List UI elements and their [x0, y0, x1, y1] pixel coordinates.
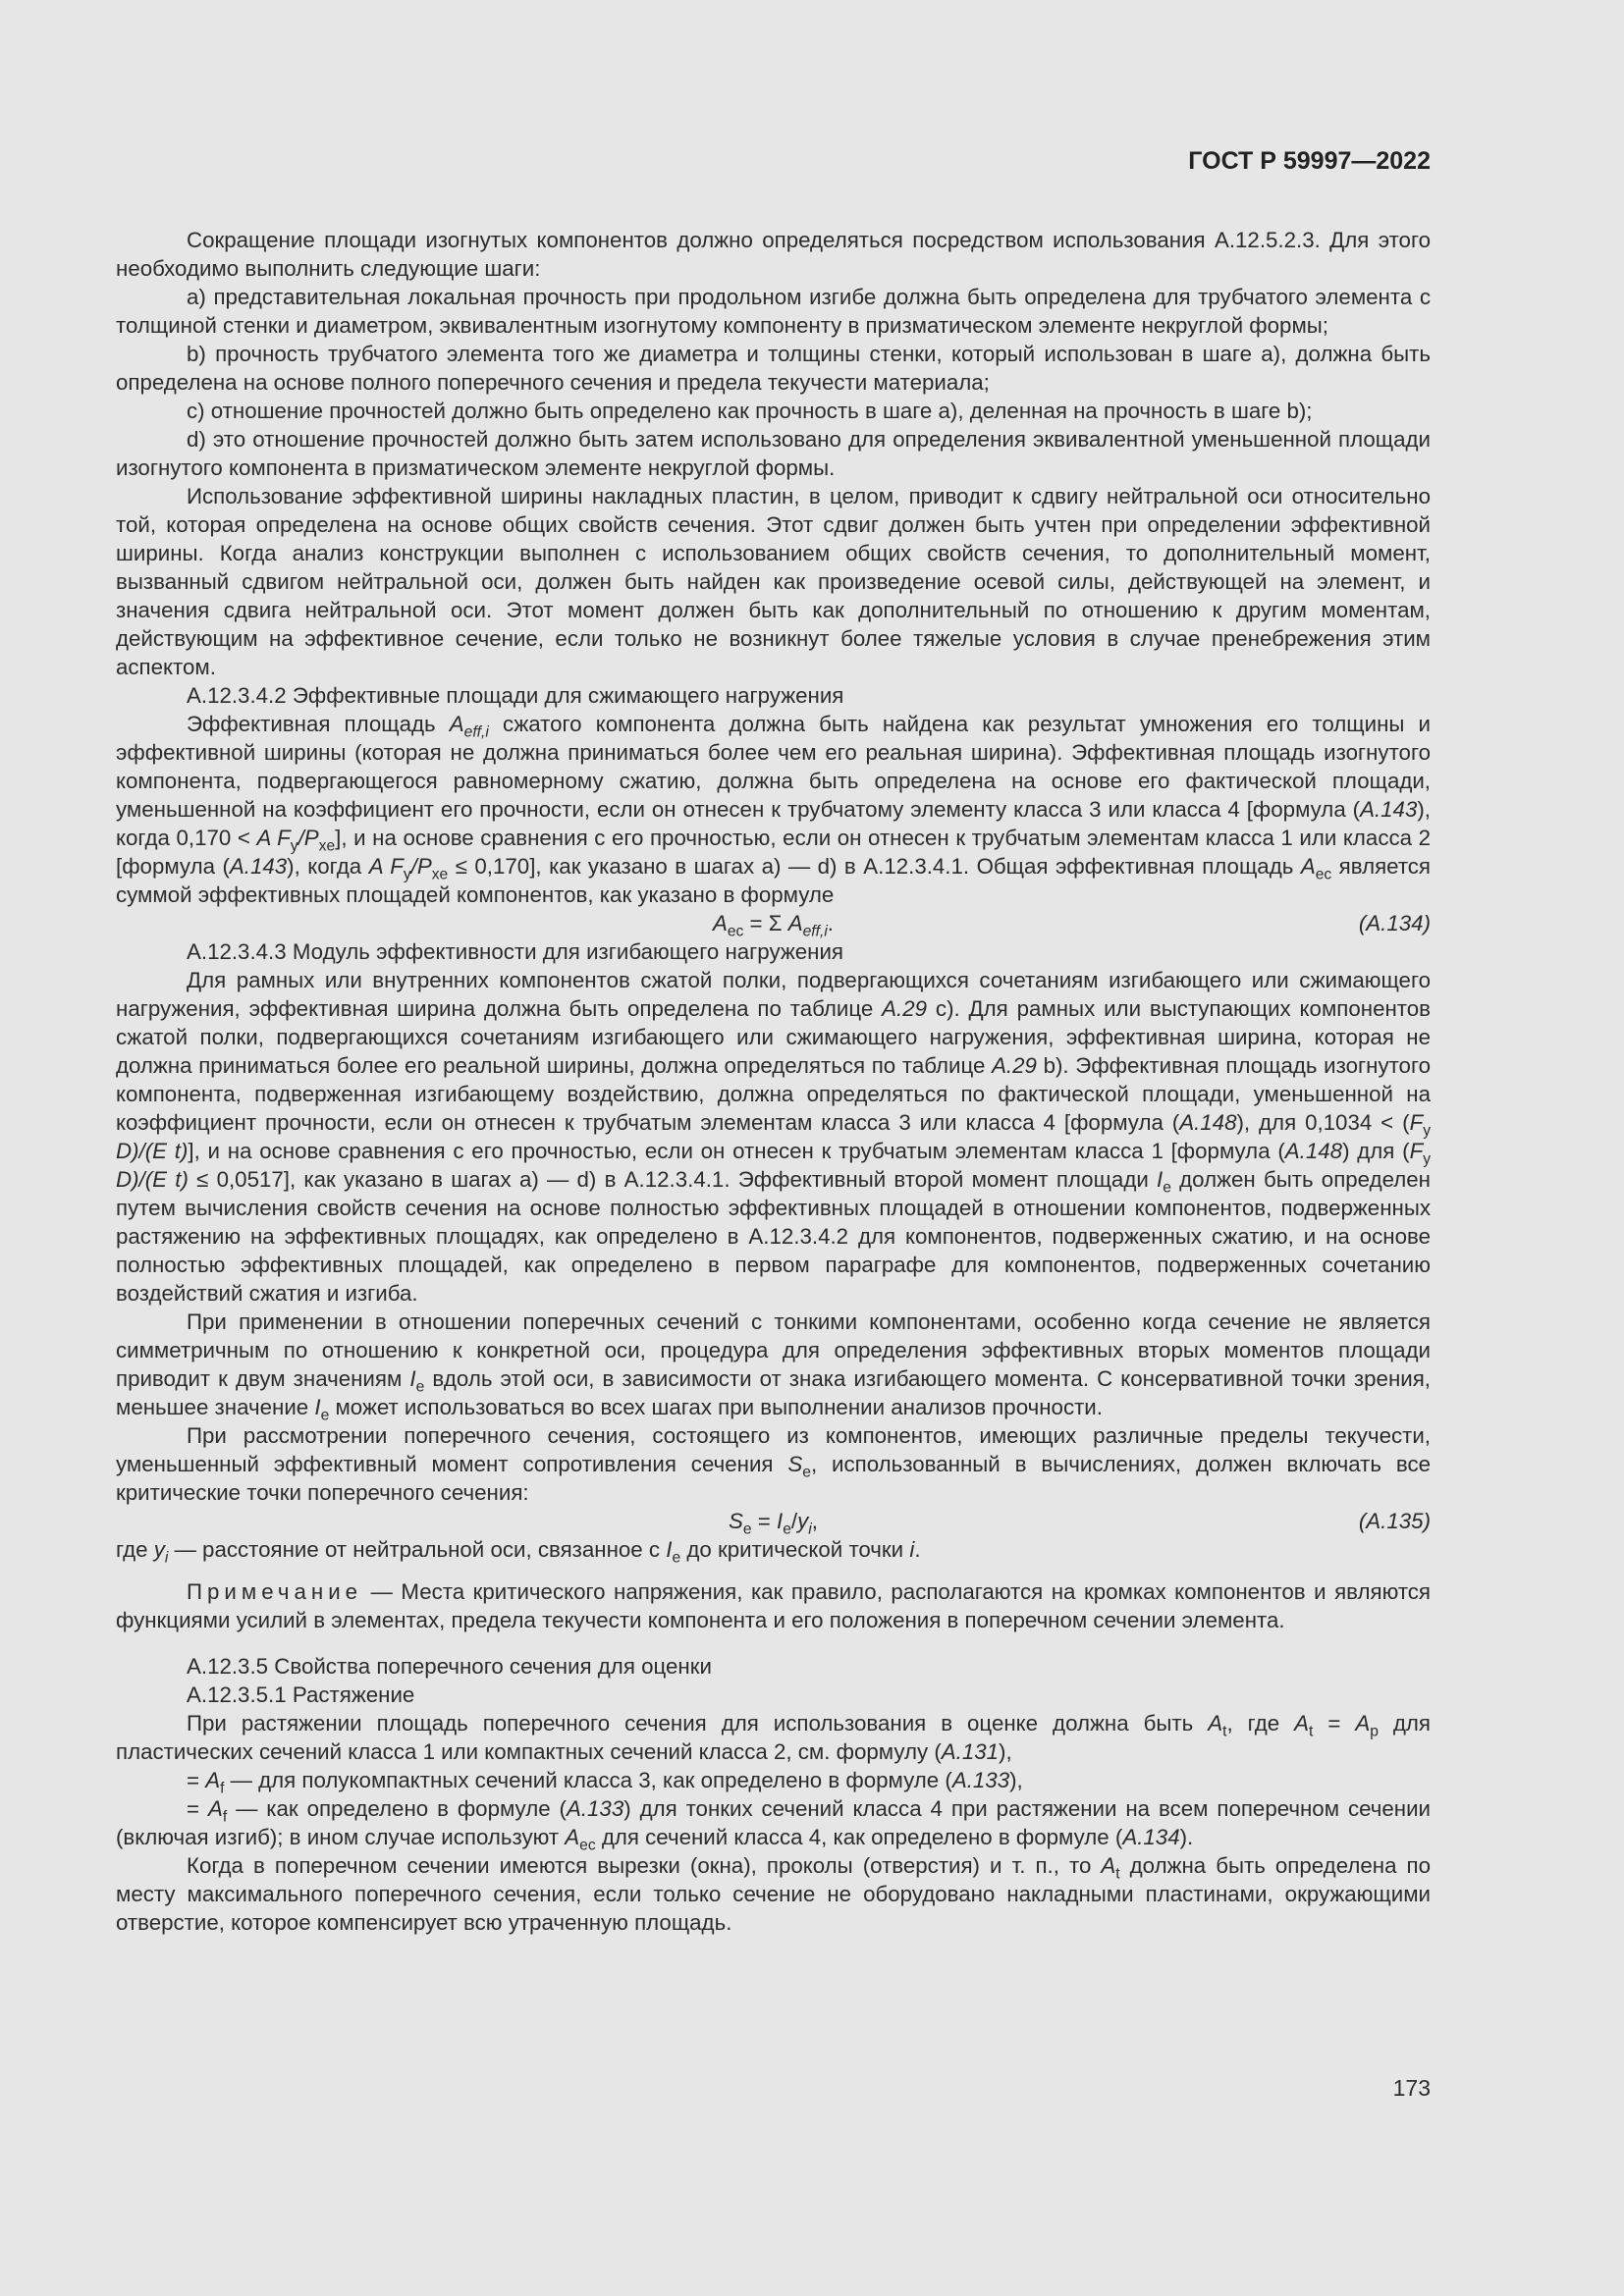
document-body: [116, 226, 1431, 1937]
formula-a134: $A_{ec} = \Sigma$ $A_{eff,i}$. (A.134): [712, 911, 1431, 940]
note: Примечание — Места критического напряжения, как правило, располагаются на кромках компонентов и являются функциями усилий в элементах, предела текучести компонента и его положения в поперечном сечении элемента.: [116, 1579, 1431, 1632]
section-heading: А.12.3.4.2 Эффективные площади для сжимающего нагружения: [187, 683, 844, 708]
note-label: Примечание: [187, 1579, 363, 1604]
step-d: d) это отношение прочностей должно быть затем использовано для определения эквивалентной уменьшенной площади изогнутого компонента в призматическом элементе некруглой формы.: [116, 427, 1431, 480]
paragraph: = $A_f$ — для полукомпактных сечений класса 3, как определено в формуле (A.133),: [187, 1768, 1023, 1797]
section-heading: А.12.3.5.1 Растяжение: [187, 1682, 415, 1707]
section-heading: А.12.3.4.3 Модуль эффективности для изгибающего нагружения: [187, 939, 844, 964]
step-c: c) отношение прочностей должно быть определено как прочность в шаге a), деленная на прочность в шаге b);: [187, 399, 1313, 423]
section-heading: А.12.3.5 Свойства поперечного сечения для оценки: [187, 1654, 712, 1679]
page-number: 173: [1392, 2075, 1431, 2101]
formula-number: (A.134): [1358, 911, 1431, 935]
paragraph: Сокращение площади изогнутых компонентов должно определяться посредством использования А.12.5.2.3. Для этого необходимо выполнить следующие шаги:: [116, 228, 1431, 281]
paragraph: = $A_f$ — как определено в формуле (A.133) для тонких сечений класса 4 при растяжении на всем поперечном сечении (включая изгиб); в ином случае используют $A_{ec}$ для сечений класса 4, как определено в формуле (A.134).: [116, 1796, 1431, 1854]
step-b: b) прочность трубчатого элемента того же диаметра и толщины стенки, который использован в шаге a), должна быть определена на основе полного поперечного сечения и предела текучести материала;: [116, 342, 1431, 395]
paragraph: Когда в поперечном сечении имеются вырезки (окна), проколы (отверстия) и т. п., то $A_t$ должна быть определена по месту максимального поперечного сечения, если только сечение не оборудовано накладными пластинами, окружающими отверстие, которое компенсирует всю утраченную площадь.: [116, 1853, 1431, 1935]
paragraph: При растяжении площадь поперечного сечения для использования в оценке должна быть $A_t$, где $A_t = A_p$ для пластических сечений класса 1 или компактных сечений класса 2, см. формулу (A.131),: [116, 1711, 1431, 1764]
paragraph: Для рамных или внутренних компонентов сжатой полки, подвергающихся сочетаниям изгибающего или сжимающего нагружения, эффективная ширина должна быть определена по таблице A.29 c). Для рамных или выступающих компонентов сжатой полки, подвергающихся сочетаниям изгибающего или сжимающего нагружения, эффективная ширина, которая не должна приниматься более его реальной ширины, должна определяться по таблице A.29 b). Эффективная площадь изогнутого компонента, подверженная изгибающему воздействию, должна определяться по фактической площади, уменьшенной на коэффициент прочности, если он отнесен к трубчатым элементам класса 3 или класса 4 [формула (A.148), для $0,1034 < (F_y$ D)/(E t)], и на основе сравнения с его прочностью, если он отнесен к трубчатым элементам класса 1 [формула (A.148) для ($F_y$ D)/(E t) ≤ 0,0517], как указано в шагах a) — d) в А.12.3.4.1. Эффективный второй момент площади $I_e$ должен быть определен путем вычисления свойств сечения на основе полностью эффективных площадей в отношении компонентов, подверженных растяжению на эффективных площадях, как определено в А.12.3.4.2 для компонентов, подверженных сжатию, и на основе полностью эффективных площадей, как определено в первом параграфе для компонентов, подверженных сочетанию воздействий сжатия и изгиба.: [116, 968, 1431, 1306]
formula-number: (A.135): [1358, 1509, 1431, 1533]
where-clause: где $y_i$ — расстояние от нейтральной оси, связанное с $I_e$ до критической точки i.: [116, 1537, 921, 1567]
formula-a135: $S_e = I_e/y_i$, (A.135): [729, 1509, 1431, 1538]
paragraph: Эффективная площадь $A_{eff,i}$ сжатого компонента должна быть найдена как результат умножения его толщины и эффективной ширины (которая не должна приниматься более чем его реальная ширина). Эффективная площадь изогнутого компонента, подвергающегося равномерному сжатию, должна быть определена на основе его фактической площади, уменьшенной на коэффициент его прочности, если он отнесен к трубчатому элементу класса 3 или класса 4 [формула (A.143), когда 0,170 < A $F_y/P_{xe}$], и на основе сравнения с его прочностью, если он отнесен к трубчатым элементам класса 1 или класса 2 [формула (A.143), когда A $F_y/P_{xe} \le 0,170$], как указано в шагах a) — d) в А.12.3.4.1. Общая эффективная площадь $A_{ec}$ является суммой эффективных площадей компонентов, как указано в формуле: [116, 712, 1432, 907]
paragraph: Использование эффективной ширины накладных пластин, в целом, приводит к сдвигу нейтральной оси относительно той, которая определена на основе общих свойств сечения. Этот сдвиг должен быть учтен при определении эффективной ширины. Когда анализ конструкции выполнен с использованием общих свойств сечения, то дополнительный момент, вызванный сдвигом нейтральной оси, должен быть найден как произведение осевой силы, действующей на элемент, и значения сдвига нейтральной оси. Этот момент должен быть как дополнительный по отношению к другим моментам, действующим на эффективное сечение, если только не возникнут более тяжелые условия в случае пренебрежения этим аспектом.: [116, 484, 1431, 679]
paragraph: При применении в отношении поперечных сечений с тонкими компонентами, особенно когда сечение не является симметричным по отношению к конкретной оси, процедура для определения эффективных вторых моментов площади приводит к двум значениям $I_e$ вдоль этой оси, в зависимости от знака изгибающего момента. С консервативной точки зрения, меньшее значение $I_e$ может использоваться во всех шагах при выполнении анализов прочности.: [116, 1309, 1431, 1424]
document-code: ГОСТ Р 59997—2022: [1188, 147, 1431, 175]
step-a: a) представительная локальная прочность при продольном изгибе должна быть определена для трубчатого элемента с толщиной стенки и диаметром, эквивалентным изогнутому компоненту в призматическом элементе некруглой формы;: [116, 285, 1431, 338]
paragraph: При рассмотрении поперечного сечения, состоящего из компонентов, имеющих различные пределы текучести, уменьшенный эффективный момент сопротивления сечения $S_e$, использованный в вычислениях, должен включать все критические точки поперечного сечения:: [116, 1423, 1431, 1505]
